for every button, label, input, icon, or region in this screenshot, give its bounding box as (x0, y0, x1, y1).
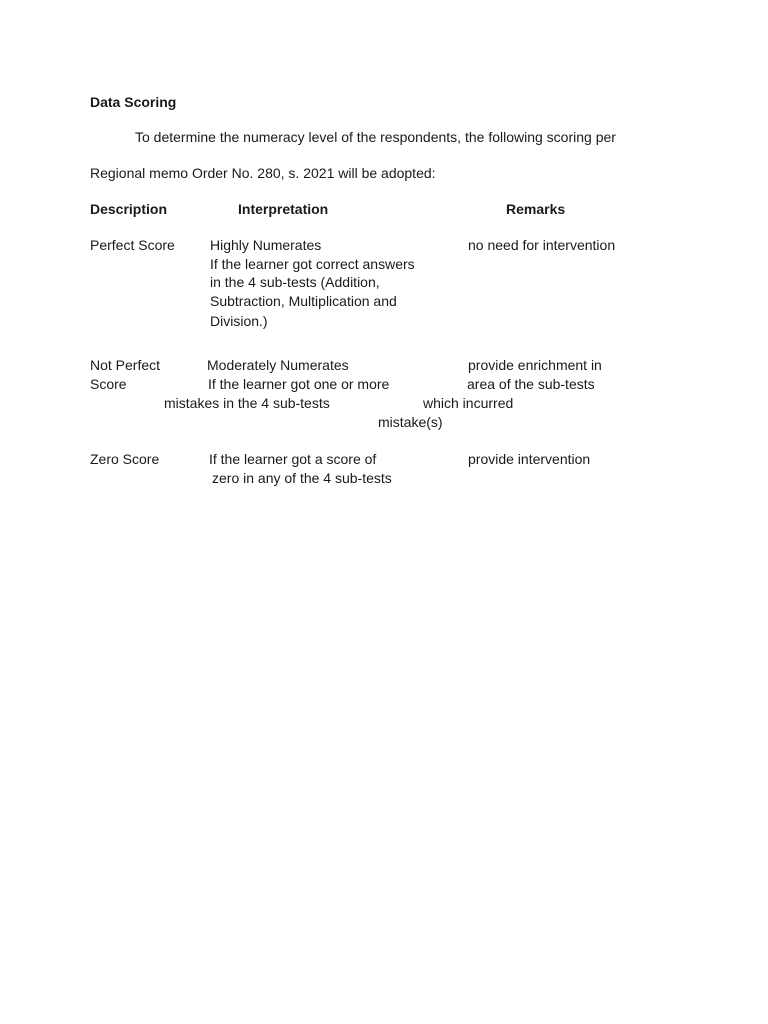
row-2-description-line-2: Score (90, 376, 127, 392)
row-2-interpretation-line-1: Moderately Numerates (207, 357, 349, 373)
row-1-description: Perfect Score (90, 237, 175, 253)
row-3-interpretation-line-1: If the learner got a score of (209, 451, 377, 467)
row-3-description: Zero Score (90, 451, 160, 467)
row-1-interpretation-line-1: Highly Numerates (210, 237, 322, 253)
row-1-interpretation-line-5: Division.) (210, 313, 268, 329)
row-1-interpretation-line-2: If the learner got correct answers (210, 256, 415, 272)
intro-paragraph-line-1: To determine the numeracy level of the respondents, the following scoring per (135, 129, 616, 145)
header-remarks: Remarks (506, 201, 566, 217)
row-3-remarks: provide intervention (468, 451, 591, 467)
row-2-description-line-1: Not Perfect (90, 357, 161, 373)
header-description: Description (90, 201, 168, 217)
row-2-remarks-line-3: which incurred (423, 395, 514, 411)
row-1-remarks: no need for intervention (468, 237, 616, 253)
row-2-remarks-line-1: provide enrichment in (468, 357, 602, 373)
row-2-interpretation-line-2: If the learner got one or more (208, 376, 390, 392)
row-2-remarks-line-2: area of the sub-tests (467, 376, 595, 392)
row-1-interpretation-line-3: in the 4 sub-tests (Addition, (210, 274, 380, 290)
row-1-interpretation-line-4: Subtraction, Multiplication and (210, 293, 397, 309)
header-interpretation: Interpretation (238, 201, 329, 217)
row-3-interpretation-line-2: zero in any of the 4 sub-tests (212, 470, 392, 486)
row-2-remarks-line-4: mistake(s) (378, 414, 443, 430)
row-2-interpretation-line-3: mistakes in the 4 sub-tests (164, 395, 330, 411)
intro-paragraph-line-2: Regional memo Order No. 280, s. 2021 will be adopted: (90, 165, 436, 181)
section-heading: Data Scoring (90, 94, 177, 110)
